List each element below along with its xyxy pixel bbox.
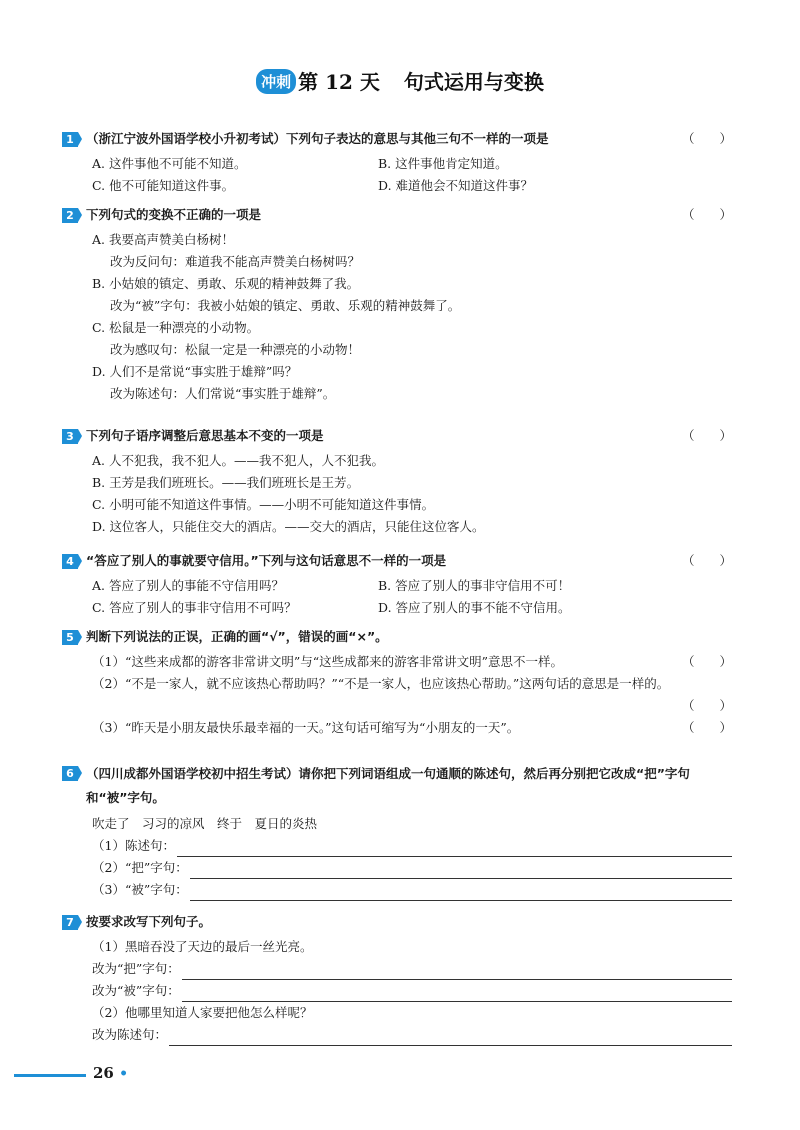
question-1 bbox=[66, 130, 732, 197]
line: C. 小明可能不知道这件事情。——小明不可能知道这件事情。 bbox=[92, 497, 435, 512]
answer-line[interactable] bbox=[190, 886, 732, 901]
line: B. 小姑娘的镇定、勇敢、乐观的精神鼓舞了我。 bbox=[92, 276, 360, 291]
page-number bbox=[93, 1064, 128, 1082]
question-number: 7 bbox=[62, 915, 78, 930]
question-text: （浙江宁波外国语学校小升初考试）下列句子表达的意思与其他三句不一样的一项是 bbox=[86, 131, 549, 146]
line: D. 人们不是常说“事实胜于雄辩”吗？ bbox=[92, 364, 298, 379]
sentence: （2）他哪里知道人家要把他怎么样呢？ bbox=[92, 1005, 313, 1020]
question-2 bbox=[66, 206, 732, 405]
answer-line[interactable] bbox=[182, 987, 732, 1002]
answer-label: （1）陈述句： bbox=[92, 838, 175, 853]
page-number-text: 26 bbox=[93, 1064, 114, 1082]
option-c: C. 他不可能知道这件事。 bbox=[92, 178, 235, 193]
line: 改为反问句：难道我不能高声赞美白杨树吗？ bbox=[110, 254, 361, 269]
day-prefix: 第 bbox=[298, 70, 319, 94]
answer-paren: （ ） bbox=[681, 207, 732, 222]
answer-label: 改为“被”字句： bbox=[92, 983, 180, 998]
answer-label: （3）“被”字句： bbox=[92, 882, 188, 897]
dot-icon: • bbox=[119, 1066, 129, 1082]
option-a: A. 答应了别人的事能不守信用吗？ bbox=[92, 578, 284, 593]
line: D. 这位客人，只能住交大的酒店。——交大的酒店，只能住这位客人。 bbox=[92, 519, 485, 534]
judge-item-3: （3）“昨天是小朋友最快乐最幸福的一天。”这句话可缩写为“小朋友的一天”。 bbox=[92, 720, 520, 735]
option-d: D. 难道他会不知道这件事？ bbox=[378, 178, 534, 193]
judge-item-1: （1）“这些来成都的游客非常讲文明”与“这些成都来的游客非常讲文明”意思不一样。 bbox=[92, 654, 564, 669]
option-d: D. 答应了别人的事不能不守信用。 bbox=[378, 600, 571, 615]
judge-item-2: （2）“不是一家人，就不应该热心帮助吗？”“不是一家人，也应该热心帮助。”这两句话的意思是一样的。 bbox=[92, 676, 670, 691]
line: A. 我要高声赞美白杨树！ bbox=[92, 232, 234, 247]
option-b: B. 这件事他肯定知道。 bbox=[378, 156, 508, 171]
answer-line[interactable] bbox=[182, 965, 732, 980]
option-b: B. 答应了别人的事非守信用不可！ bbox=[378, 578, 571, 593]
topic-title: 句式运用与变换 bbox=[403, 70, 544, 94]
sprint-badge: 冲刺 bbox=[256, 69, 296, 94]
question-4 bbox=[66, 552, 732, 619]
question-5 bbox=[66, 628, 732, 739]
question-number: 1 bbox=[62, 132, 78, 147]
answer-paren: （ ） bbox=[681, 654, 732, 669]
answer-line[interactable] bbox=[169, 1031, 732, 1046]
answer-paren: （ ） bbox=[681, 553, 732, 568]
question-text: “答应了别人的事就要守信用。”下列与这句话意思不一样的一项是 bbox=[86, 553, 447, 568]
day-number: 12 bbox=[325, 70, 353, 94]
answer-label: 改为“把”字句： bbox=[92, 961, 180, 976]
answer-line[interactable] bbox=[190, 864, 732, 879]
option-c: C. 答应了别人的事非守信用不可吗？ bbox=[92, 600, 297, 615]
answer-paren: （ ） bbox=[681, 698, 732, 713]
question-number: 3 bbox=[62, 429, 78, 444]
answer-paren: （ ） bbox=[681, 131, 732, 146]
answer-paren: （ ） bbox=[681, 428, 732, 443]
line: 改为感叹句：松鼠一定是一种漂亮的小动物！ bbox=[110, 342, 361, 357]
word-list: 吹走了 习习的凉风 终于 夏日的炎热 bbox=[92, 816, 318, 831]
line: 改为“被”字句：我被小姑娘的镇定、勇敢、乐观的精神鼓舞了。 bbox=[110, 298, 461, 313]
answer-label: （2）“把”字句： bbox=[92, 860, 188, 875]
question-number: 4 bbox=[62, 554, 78, 569]
sentence: （1）黑暗吞没了天边的最后一丝光亮。 bbox=[92, 939, 313, 954]
answer-line[interactable] bbox=[177, 842, 732, 857]
footer-rule bbox=[14, 1074, 86, 1077]
answer-label: 改为陈述句： bbox=[92, 1027, 168, 1042]
question-number: 5 bbox=[62, 630, 78, 645]
option-a: A. 这件事他不可能不知道。 bbox=[92, 156, 247, 171]
question-text: 判断下列说法的正误，正确的画“√”，错误的画“×”。 bbox=[86, 629, 388, 644]
question-number: 6 bbox=[62, 766, 78, 781]
line: 改为陈述句：人们常说“事实胜于雄辩”。 bbox=[110, 386, 336, 401]
question-text: 按要求改写下列句子。 bbox=[86, 914, 212, 929]
question-7 bbox=[66, 913, 732, 1046]
question-number: 2 bbox=[62, 208, 78, 223]
question-6 bbox=[66, 762, 732, 901]
day-suffix: 天 bbox=[359, 70, 380, 94]
line: A. 人不犯我，我不犯人。——我不犯人，人不犯我。 bbox=[92, 453, 384, 468]
line: B. 王芳是我们班班长。——我们班班长是王芳。 bbox=[92, 475, 360, 490]
question-text: 下列句式的变换不正确的一项是 bbox=[86, 207, 262, 222]
line: C. 松鼠是一种漂亮的小动物。 bbox=[92, 320, 260, 335]
page-title bbox=[0, 66, 800, 95]
question-3 bbox=[66, 427, 732, 538]
answer-paren: （ ） bbox=[681, 720, 732, 735]
question-text: 下列句子语序调整后意思基本不变的一项是 bbox=[86, 428, 324, 443]
question-text: （四川成都外国语学校初中招生考试）请你把下列词语组成一句通顺的陈述句，然后再分别把它改成“把”字句和“被”字句。 bbox=[86, 766, 690, 805]
